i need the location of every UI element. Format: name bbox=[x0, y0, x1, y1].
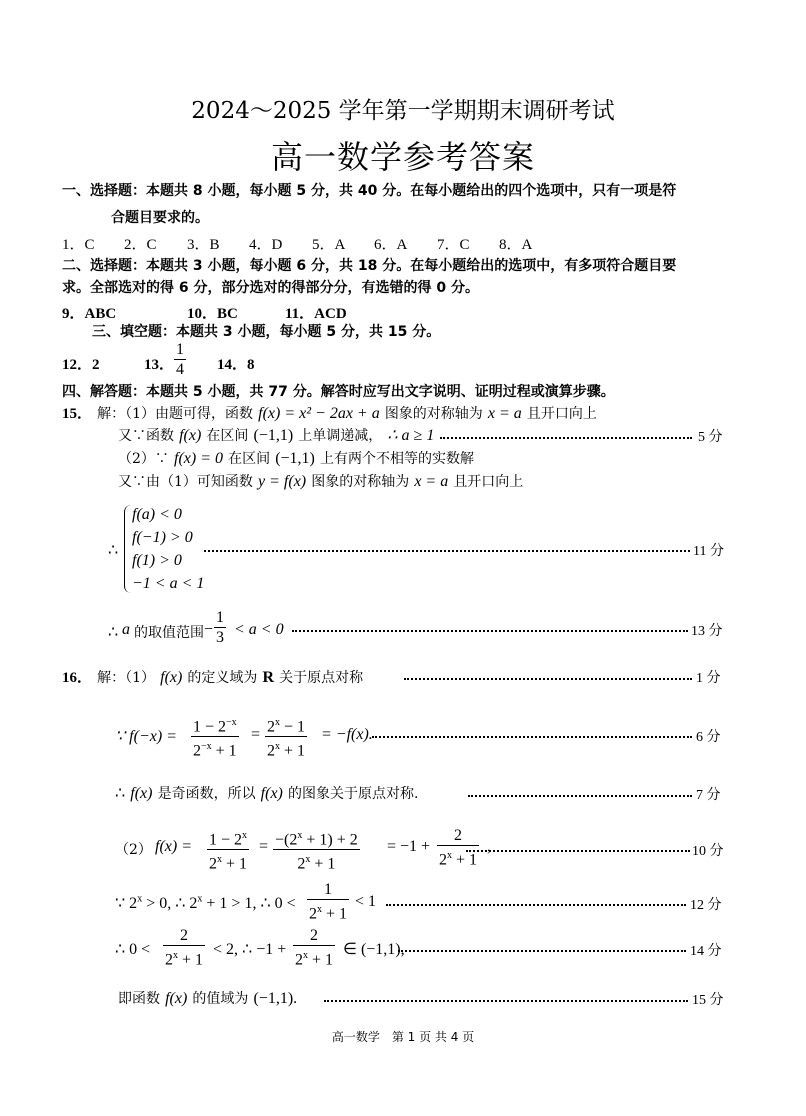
q16-fraction-5: $\frac{2}{2^x + 1}$ bbox=[439, 827, 478, 869]
section1-instructions-cont: 合题目要求的。 bbox=[111, 210, 209, 226]
q15-score-11: 11 分 bbox=[693, 544, 724, 559]
q16-score-14: 14 分 bbox=[690, 944, 722, 959]
system-cond-3: f(1) > 0 bbox=[132, 552, 182, 569]
q15-score-13: 13 分 bbox=[691, 624, 723, 639]
q15-line2: 又∵函数 f(x) 在区间 (−1,1) 上单调递减， ∴ a ≥ 1 bbox=[118, 427, 435, 444]
q16-fraction-7: $\frac{2}{2^x + 1}$ bbox=[165, 927, 204, 969]
answer-6: 6．A bbox=[374, 237, 408, 253]
q16-dots-6 bbox=[398, 950, 686, 952]
q16-fraction-1: $\frac{1 - 2^{-x}}{2^{-x} + 1}$ bbox=[191, 713, 239, 761]
q15-line1: 15． 解：（1）由题可得，函数 f(x) = x² − 2ax + a 图象的对称轴为 x = a 且开口向上 bbox=[62, 405, 597, 422]
system-cond-2: f(−1) > 0 bbox=[132, 529, 193, 546]
q16-score-10: 10 分 bbox=[692, 844, 724, 859]
answer-12: 12．2 bbox=[62, 357, 100, 373]
q16-score-1: 1 分 bbox=[696, 671, 721, 686]
q15-score-5: 5 分 bbox=[698, 430, 723, 445]
q15-label: 15． bbox=[62, 406, 93, 422]
q16-line1: 16． 解：（1） f(x) 的定义域为 R 关于原点对称 bbox=[62, 669, 364, 686]
answer-13-label: 13． bbox=[144, 357, 175, 373]
answer-7: 7．C bbox=[437, 237, 470, 253]
answer-9: 9．ABC bbox=[62, 306, 117, 322]
therefore-symbol: ∴ bbox=[108, 542, 119, 559]
q16-score-6: 6 分 bbox=[696, 730, 721, 745]
q16-dots-2 bbox=[372, 736, 692, 738]
section3-instructions: 三、填空题：本题共 3 小题，每小题 5 分，共 15 分。 bbox=[92, 324, 441, 340]
answer-3: 3．B bbox=[187, 237, 220, 253]
answer-13-fraction: $\frac{1}{4}$ bbox=[176, 341, 184, 378]
page-footer: 高一数学 第 1 页 共 4 页 bbox=[331, 1030, 475, 1044]
answer-8: 8．A bbox=[499, 237, 533, 253]
section1-instructions: 一、选择题：本题共 8 小题，每小题 5 分，共 40 分。在每小题给出的四个选项中，只有一项是符 bbox=[62, 183, 677, 199]
q15-dots-2 bbox=[204, 550, 690, 552]
range-fraction: $\frac{1}{3}$ bbox=[216, 609, 224, 646]
q16-dots-3 bbox=[468, 795, 692, 797]
section2-instructions: 二、选择题：本题共 3 小题，每小题 6 分，共 18 分。在每小题给出的选项中，有多项符合题目要 bbox=[62, 258, 677, 274]
q16-dots-5 bbox=[386, 904, 686, 906]
answer-1: 1．C bbox=[62, 237, 95, 253]
q16-score-12: 12 分 bbox=[690, 898, 722, 913]
q16-dots-4 bbox=[466, 850, 690, 852]
q16-fraction-4: $\frac{-(2^x + 1) + 2}{2^x + 1}$ bbox=[273, 826, 360, 874]
answer-14: 14．8 bbox=[217, 357, 255, 373]
answer-2: 2．C bbox=[124, 237, 157, 253]
q16-fraction-6: $\frac{1}{2^x + 1}$ bbox=[309, 881, 348, 923]
q16-fraction-8: $\frac{2}{2^x + 1}$ bbox=[295, 927, 334, 969]
answer-10: 10．BC bbox=[187, 306, 238, 322]
system-cond-4: −1 < a < 1 bbox=[132, 575, 205, 592]
q15-dots-1 bbox=[440, 437, 692, 439]
q16-score-7: 7 分 bbox=[696, 788, 721, 803]
system-cond-1: f(a) < 0 bbox=[132, 506, 182, 523]
q16-dots-1 bbox=[404, 678, 692, 680]
q16-label: 16． bbox=[62, 670, 93, 686]
q16-fraction-3: $\frac{1 - 2^x}{2^x + 1}$ bbox=[207, 826, 249, 874]
section2-instructions-cont: 求。全部选对的得 6 分，部分选对的得部分分，有选错的得 0 分。 bbox=[62, 280, 479, 296]
exam-title: 2024～2025 学年第一学期期末调研考试 bbox=[191, 98, 615, 124]
q15-dots-3 bbox=[292, 630, 688, 632]
section4-instructions: 四、解答题：本题共 5 小题，共 77 分。解答时应写出文字说明、证明过程或演算步骤。 bbox=[62, 384, 615, 400]
q15-line4: 又∵由（1）可知函数 y = f(x) 图象的对称轴为 x = a 且开口向上 bbox=[118, 473, 524, 490]
answer-5: 5．A bbox=[312, 237, 346, 253]
q16-fraction-2: $\frac{2^x - 1}{2^x + 1}$ bbox=[265, 713, 307, 761]
q15-line3: （2）∵ f(x) = 0 在区间 (−1,1) 上有两个不相等的实数解 bbox=[118, 450, 474, 467]
system-brace bbox=[124, 505, 131, 593]
answer-11: 11．ACD bbox=[285, 306, 347, 322]
q16-score-15: 15 分 bbox=[692, 993, 724, 1008]
answer-4: 4．D bbox=[249, 237, 283, 253]
q16-line3: ∴ f(x) 是奇函数，所以 f(x) 的图象关于原点对称. bbox=[115, 785, 419, 802]
q16-dots-7 bbox=[324, 1000, 688, 1002]
answer-key-title: 高一数学参考答案 bbox=[270, 138, 535, 176]
q16-line7: 即函数 f(x) 的值域为 (−1,1). bbox=[118, 990, 298, 1007]
